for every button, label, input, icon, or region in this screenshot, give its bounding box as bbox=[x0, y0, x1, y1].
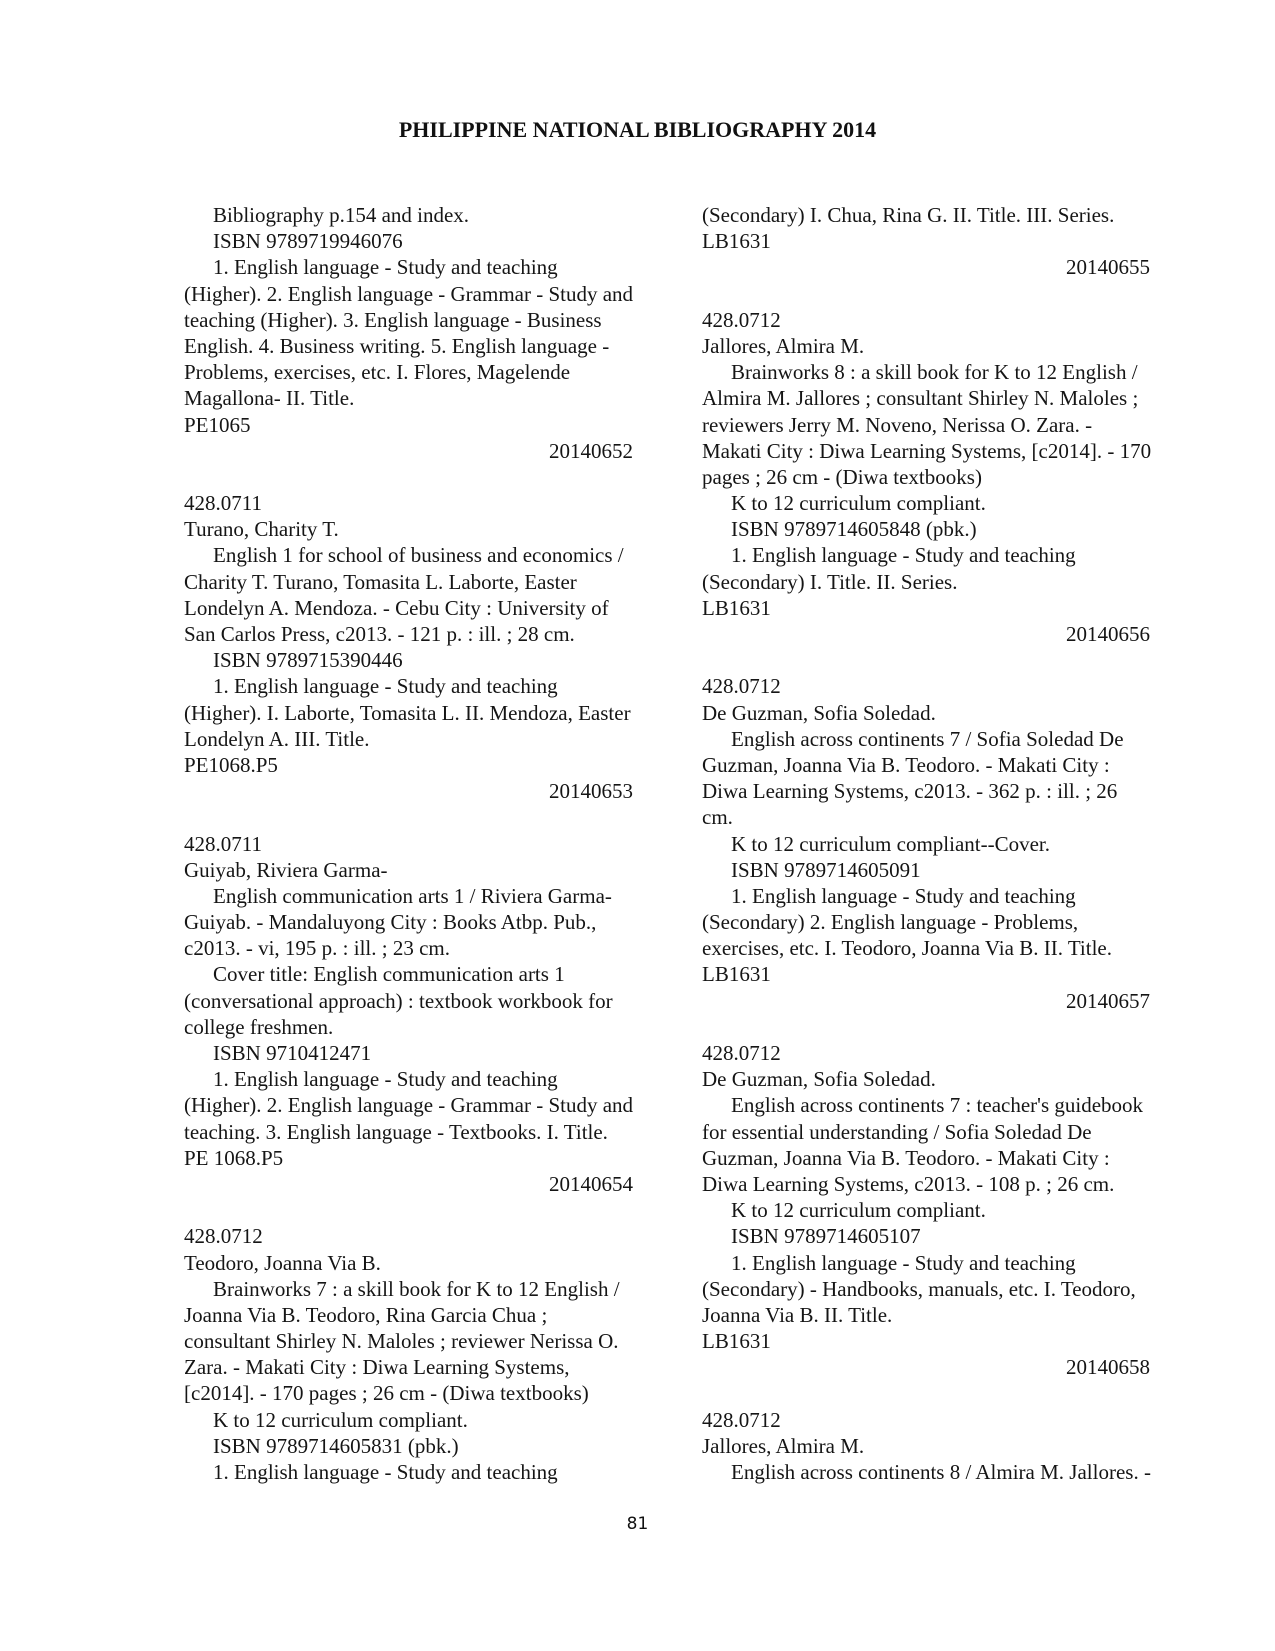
record-number: 20140654 bbox=[549, 1171, 633, 1196]
entry-line: 1. English language - Study and teaching bbox=[213, 1460, 558, 1484]
record-number: 20140658 bbox=[1066, 1355, 1150, 1380]
entry-line: (Secondary) - Handbooks, manuals, etc. I. Teodoro, bbox=[702, 1276, 1136, 1301]
entry-line: (Higher). 2. English language - Grammar - Study and bbox=[184, 1093, 634, 1118]
call-number: LB1631 bbox=[702, 229, 771, 254]
entry-line: consultant Shirley N. Maloles ; reviewer Nerissa O. bbox=[184, 1329, 619, 1354]
classification-number: 428.0712 bbox=[702, 674, 781, 699]
entry-line: teaching (Higher). 3. English language - Business bbox=[184, 307, 602, 332]
entry-line: Magallona- II. Title. bbox=[184, 386, 355, 411]
call-number: PE1068.P5 bbox=[184, 752, 278, 777]
isbn: ISBN 9789714605091 bbox=[731, 857, 921, 882]
bibliographic-entry bbox=[702, 202, 1190, 281]
entry-line: K to 12 curriculum compliant. bbox=[213, 1407, 468, 1432]
left-column bbox=[184, 202, 669, 1485]
record-number: 20140652 bbox=[549, 438, 633, 463]
classification-number: 428.0711 bbox=[184, 831, 262, 856]
entry-line: c2013. - vi, 195 p. : ill. ; 23 cm. bbox=[184, 936, 450, 961]
bibliographic-entry bbox=[184, 490, 669, 804]
author-heading: De Guzman, Sofia Soledad. bbox=[702, 1067, 936, 1092]
entry-line: 1. English language - Study and teaching bbox=[731, 1250, 1076, 1275]
entry-line: Almira M. Jallores ; consultant Shirley N. Maloles ; bbox=[702, 386, 1139, 411]
right-column bbox=[702, 202, 1190, 1485]
author-heading: Guiyab, Riviera Garma- bbox=[184, 857, 388, 882]
call-number: LB1631 bbox=[702, 1329, 771, 1354]
entry-line: for essential understanding / Sofia Soledad De bbox=[702, 1119, 1092, 1144]
entry-line: Londelyn A. Mendoza. - Cebu City : University of bbox=[184, 595, 609, 620]
entry-line: teaching. 3. English language - Textbooks. I. Title. bbox=[184, 1119, 608, 1144]
bibliographic-entry bbox=[702, 1040, 1190, 1380]
entry-line: (Higher). I. Laborte, Tomasita L. II. Mendoza, Easter bbox=[184, 700, 631, 725]
entry-line: college freshmen. bbox=[184, 1014, 334, 1039]
isbn: ISBN 9789714605107 bbox=[731, 1224, 921, 1249]
record-number: 20140655 bbox=[1066, 255, 1150, 280]
entry-separator bbox=[702, 1380, 1190, 1406]
isbn: ISBN 9789719946076 bbox=[213, 229, 403, 254]
bibliographic-entry bbox=[702, 1407, 1190, 1486]
entry-line: K to 12 curriculum compliant--Cover. bbox=[731, 831, 1051, 856]
call-number: LB1631 bbox=[702, 962, 771, 987]
classification-number: 428.0712 bbox=[184, 1224, 263, 1249]
entry-line: (conversational approach) : textbook workbook for bbox=[184, 988, 613, 1013]
entry-line: Cover title: English communication arts 1 bbox=[213, 962, 565, 987]
page-number: 81 bbox=[626, 1514, 649, 1534]
classification-number: 428.0712 bbox=[702, 1407, 781, 1432]
entry-line: cm. bbox=[702, 805, 733, 830]
entry-line: Charity T. Turano, Tomasita L. Laborte, Easter bbox=[184, 569, 577, 594]
entry-line: (Higher). 2. English language - Grammar - Study and bbox=[184, 281, 634, 306]
entry-separator bbox=[702, 281, 1190, 307]
entry-line: Zara. - Makati City : Diwa Learning Systems, bbox=[184, 1355, 570, 1380]
bibliographic-entry bbox=[184, 831, 669, 1198]
entry-line: (Secondary) 2. English language - Problems, bbox=[702, 910, 1079, 935]
entry-line: Diwa Learning Systems, c2013. - 362 p. : ill. ; 26 bbox=[702, 779, 1118, 804]
author-heading: De Guzman, Sofia Soledad. bbox=[702, 700, 936, 725]
entry-line: Problems, exercises, etc. I. Flores, Magelende bbox=[184, 360, 571, 385]
entry-line: (Secondary) I. Title. II. Series. bbox=[702, 569, 958, 594]
record-number: 20140653 bbox=[549, 779, 633, 804]
entry-line: Brainworks 8 : a skill book for K to 12 English / bbox=[731, 360, 1138, 385]
isbn: ISBN 9710412471 bbox=[213, 1041, 372, 1065]
bibliographic-entry bbox=[702, 673, 1190, 1013]
record-number: 20140656 bbox=[1066, 622, 1150, 646]
bibliographic-entry bbox=[702, 307, 1190, 647]
author-heading: Teodoro, Joanna Via B. bbox=[184, 1250, 381, 1275]
author-heading: Jallores, Almira M. bbox=[702, 333, 865, 358]
classification-number: 428.0712 bbox=[702, 307, 781, 332]
entry-line: 1. English language - Study and teaching bbox=[731, 543, 1076, 568]
entry-line: Guzman, Joanna Via B. Teodoro. - Makati City : bbox=[702, 1145, 1110, 1170]
entry-line: Guiyab. - Mandaluyong City : Books Atbp. Pub., bbox=[184, 910, 597, 935]
isbn: ISBN 9789714605848 (pbk.) bbox=[731, 517, 977, 542]
call-number: LB1631 bbox=[702, 595, 771, 620]
entry-line: exercises, etc. I. Teodoro, Joanna Via B. II. Title. bbox=[702, 936, 1112, 961]
entry-line: Londelyn A. III. Title. bbox=[184, 726, 370, 751]
entry-line: pages ; 26 cm - (Diwa textbooks) bbox=[702, 464, 982, 489]
entry-line: Guzman, Joanna Via B. Teodoro. - Makati City : bbox=[702, 752, 1110, 777]
bibliographic-entry bbox=[184, 1223, 669, 1485]
entry-line: Joanna Via B. II. Title. bbox=[702, 1302, 893, 1327]
entry-line: Joanna Via B. Teodoro, Rina Garcia Chua ; bbox=[184, 1302, 548, 1327]
author-heading: Turano, Charity T. bbox=[184, 517, 339, 542]
entry-line: reviewers Jerry M. Noveno, Nerissa O. Zara. - bbox=[702, 412, 1093, 437]
entry-line: 1. English language - Study and teaching bbox=[213, 255, 558, 280]
entry-line: 1. English language - Study and teaching bbox=[213, 674, 558, 699]
entry-line: English across continents 7 / Sofia Soledad De bbox=[731, 726, 1124, 751]
entry-line: [c2014]. - 170 pages ; 26 cm - (Diwa textbooks) bbox=[184, 1381, 589, 1406]
classification-number: 428.0712 bbox=[702, 1041, 781, 1065]
author-heading: Jallores, Almira M. bbox=[702, 1433, 865, 1458]
entry-line: English across continents 7 : teacher's guidebook bbox=[731, 1093, 1144, 1118]
entry-line: Brainworks 7 : a skill book for K to 12 English / bbox=[213, 1276, 620, 1301]
call-number: PE1065 bbox=[184, 412, 251, 437]
entry-line: English communication arts 1 / Riviera Garma- bbox=[213, 883, 612, 908]
entry-line: English. 4. Business writing. 5. English language - bbox=[184, 333, 610, 358]
classification-number: 428.0711 bbox=[184, 491, 262, 516]
entry-line: 1. English language - Study and teaching bbox=[213, 1067, 558, 1092]
entry-line: San Carlos Press, c2013. - 121 p. : ill. ; 28 cm. bbox=[184, 622, 575, 646]
entry-line: K to 12 curriculum compliant. bbox=[731, 1198, 986, 1223]
entry-separator bbox=[184, 464, 669, 490]
entry-line: 1. English language - Study and teaching bbox=[731, 883, 1076, 908]
entry-separator bbox=[184, 804, 669, 830]
page-title: PHILIPPINE NATIONAL BIBLIOGRAPHY 2014 bbox=[398, 117, 877, 142]
entry-line: K to 12 curriculum compliant. bbox=[731, 491, 986, 516]
entry-separator bbox=[702, 647, 1190, 673]
isbn: ISBN 9789714605831 (pbk.) bbox=[213, 1433, 459, 1458]
entry-line: English 1 for school of business and economics / bbox=[213, 543, 624, 568]
entry-separator bbox=[702, 1014, 1190, 1040]
entry-line: Diwa Learning Systems, c2013. - 108 p. ; 26 cm. bbox=[702, 1171, 1115, 1196]
isbn: ISBN 9789715390446 bbox=[213, 648, 403, 673]
entry-separator bbox=[184, 1197, 669, 1223]
entry-line: English across continents 8 / Almira M. Jallores. - bbox=[731, 1460, 1151, 1484]
entry-line: Makati City : Diwa Learning Systems, [c2014]. - 170 bbox=[702, 438, 1152, 463]
record-number: 20140657 bbox=[1066, 988, 1150, 1013]
call-number: PE 1068.P5 bbox=[184, 1145, 284, 1170]
entry-line: Bibliography p.154 and index. bbox=[213, 203, 470, 227]
entry-line: (Secondary) I. Chua, Rina G. II. Title. III. Series. bbox=[702, 203, 1115, 227]
bibliographic-entry bbox=[184, 202, 669, 464]
